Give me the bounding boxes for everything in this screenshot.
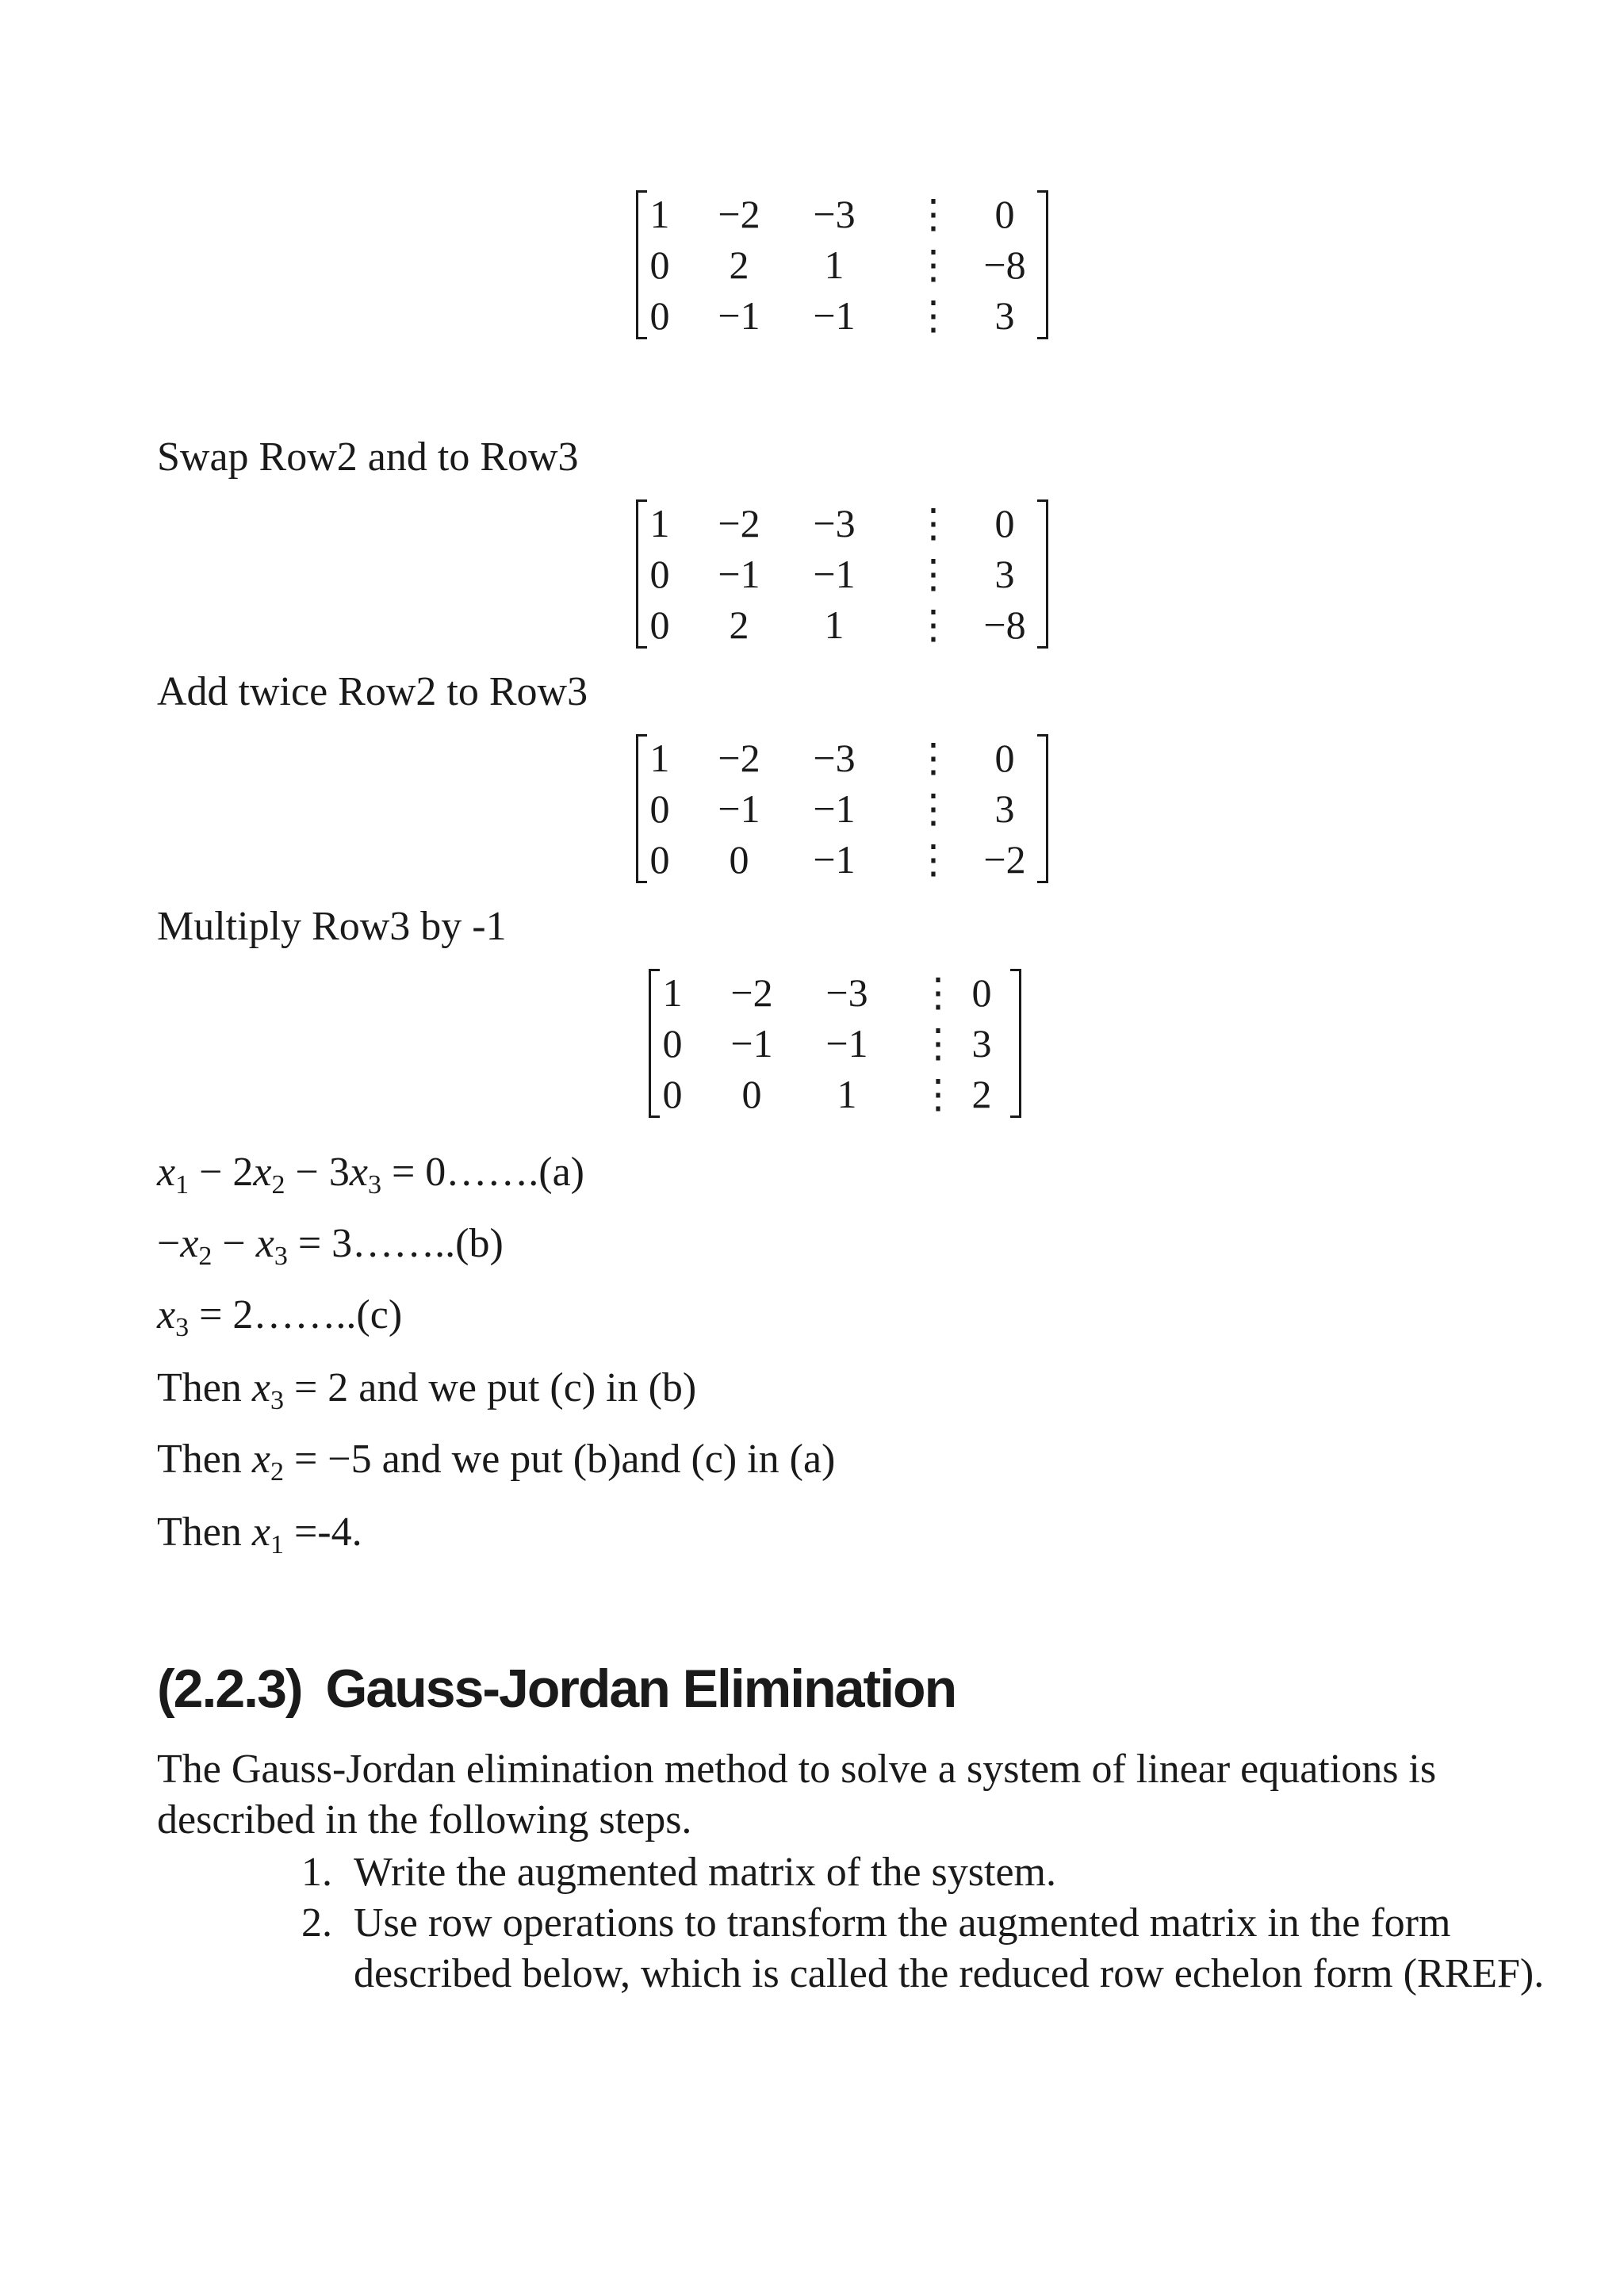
matrix-cell: 0	[662, 1072, 683, 1116]
solution-x2-text: = −5 and we put (b)and (c) in (a)	[283, 1437, 836, 1482]
matrix-cell: −1	[718, 786, 760, 831]
matrix-separator: ⋮	[914, 243, 953, 287]
matrix-cell: −1	[813, 837, 856, 882]
matrix-cell: 0	[662, 1021, 683, 1066]
matrix-row	[636, 783, 1048, 834]
section-number: (2.2.3)	[157, 1659, 302, 1719]
matrix-cell: 3	[994, 293, 1015, 338]
matrix-cell: −2	[718, 192, 760, 236]
matrix-separator: ⋮	[918, 1072, 958, 1116]
matrix-cell: −1	[813, 786, 856, 831]
matrix-cell: 3	[994, 786, 1015, 831]
matrix-cell: 0	[649, 837, 670, 882]
matrix-separator: ⋮	[918, 970, 958, 1015]
equation-c-rhs: = 2……..(c)	[189, 1292, 403, 1337]
matrix-separator: ⋮	[914, 736, 953, 780]
matrix-cell: −2	[718, 736, 760, 780]
matrix-row	[636, 834, 1048, 885]
list-item	[301, 1847, 1562, 1898]
matrix-cell: 3	[971, 1021, 992, 1066]
step-swap-rows: Swap Row2 and to Row3	[157, 434, 579, 480]
matrix-cell: 0	[994, 192, 1015, 236]
section-heading	[157, 1657, 956, 1720]
matrix-cell: 0	[649, 552, 670, 596]
section-title: Gauss-Jordan Elimination	[325, 1659, 956, 1719]
matrix-separator: ⋮	[914, 192, 953, 236]
then-word: Then	[157, 1365, 242, 1410]
matrix-cell: 0	[649, 243, 670, 287]
list-item-number: 1.	[301, 1850, 332, 1895]
matrix-row	[636, 599, 1048, 650]
list-item-text: Write the augmented matrix of the system.	[354, 1850, 1056, 1895]
matrix-cell: −1	[718, 293, 760, 338]
matrix-row	[636, 290, 1048, 341]
matrix-cell: 0	[971, 970, 992, 1015]
solution-x2: Then $x_2 = -5$ and we put (b)and (c) in (a)	[157, 1437, 836, 1487]
matrix-separator: ⋮	[918, 1021, 958, 1066]
matrix-row	[636, 498, 1048, 549]
matrix-cell: −2	[983, 837, 1026, 882]
matrix-cell: 0	[729, 837, 749, 882]
matrix-cell: 3	[994, 552, 1015, 596]
section-paragraph: The Gauss-Jordan elimination method to solve a system of linear equations is described in the following steps.	[157, 1747, 1437, 1843]
matrix-cell: 1	[649, 736, 670, 780]
matrix-cell: 0	[741, 1072, 762, 1116]
matrix-cell: 0	[994, 501, 1015, 545]
equation-b-rhs: = 3……..(b)	[287, 1221, 504, 1266]
matrix-row	[636, 549, 1048, 599]
matrix-cell: 1	[662, 970, 683, 1015]
matrix-row	[636, 733, 1048, 783]
matrix-cell: −3	[813, 501, 856, 545]
solution-x1: Then $x_1 =-4$.	[157, 1510, 362, 1559]
steps-list	[301, 1847, 1562, 1999]
matrix-cell: −2	[730, 970, 773, 1015]
solution-x3-text: = 2 and we put (c) in (b)	[283, 1365, 697, 1410]
matrix-cell: −3	[813, 192, 856, 236]
list-item-text: Use row operations to transform the augmented matrix in the form described below, which is called the reduced row echelon form (RREF).	[354, 1900, 1545, 1996]
matrix-cell: 2	[729, 243, 749, 287]
matrix-cell: 1	[837, 1072, 857, 1116]
matrix-separator: ⋮	[914, 603, 953, 647]
step-add-rows: Add twice Row2 to Row3	[157, 669, 588, 714]
then-word: Then	[157, 1510, 242, 1555]
matrix-cell: 1	[824, 603, 845, 647]
matrix-cell: −8	[983, 243, 1026, 287]
equation-b: $-x_2 - x_3$ = 3……..(b)	[157, 1221, 504, 1271]
list-item-number: 2.	[301, 1900, 332, 1946]
matrix-cell: −3	[825, 970, 868, 1015]
matrix-cell: −3	[813, 736, 856, 780]
matrix-cell: 0	[649, 603, 670, 647]
matrix-row	[649, 967, 1021, 1018]
matrix-row	[636, 239, 1048, 290]
matrix-cell: −1	[730, 1021, 773, 1066]
matrix-cell: 1	[649, 192, 670, 236]
matrix-separator: ⋮	[914, 786, 953, 831]
augmented-matrix-1	[636, 189, 1048, 341]
matrix-separator: ⋮	[914, 552, 953, 596]
solution-x3: Then $x_3 = 2$ and we put (c) in (b)	[157, 1365, 697, 1415]
equation-a: $x_1 - 2x_2 - 3x_3$ = 0…….(a)	[157, 1150, 584, 1200]
matrix-row	[636, 189, 1048, 239]
equation-c: $x_3$ = 2……..(c)	[157, 1292, 403, 1342]
matrix-cell: 2	[729, 603, 749, 647]
solution-x1-text: =-4.	[283, 1510, 362, 1555]
matrix-cell: 2	[971, 1072, 992, 1116]
matrix-cell: −2	[718, 501, 760, 545]
matrix-cell: 0	[994, 736, 1015, 780]
matrix-cell: 1	[824, 243, 845, 287]
matrix-cell: 1	[649, 501, 670, 545]
matrix-separator: ⋮	[914, 293, 953, 338]
then-word: Then	[157, 1437, 242, 1482]
matrix-row	[649, 1018, 1021, 1069]
equation-a-rhs: = 0…….(a)	[381, 1150, 584, 1195]
augmented-matrix-2	[636, 498, 1048, 650]
matrix-cell: −1	[718, 552, 760, 596]
matrix-cell: −1	[813, 552, 856, 596]
matrix-cell: −1	[813, 293, 856, 338]
matrix-cell: −1	[825, 1021, 868, 1066]
matrix-cell: 0	[649, 786, 670, 831]
augmented-matrix-4	[649, 967, 1021, 1119]
matrix-row	[649, 1069, 1021, 1119]
augmented-matrix-3	[636, 733, 1048, 885]
matrix-cell: −8	[983, 603, 1026, 647]
matrix-separator: ⋮	[914, 837, 953, 882]
matrix-separator: ⋮	[914, 501, 953, 545]
step-multiply-row: Multiply Row3 by -1	[157, 904, 507, 949]
list-item	[301, 1898, 1562, 1999]
matrix-cell: 0	[649, 293, 670, 338]
